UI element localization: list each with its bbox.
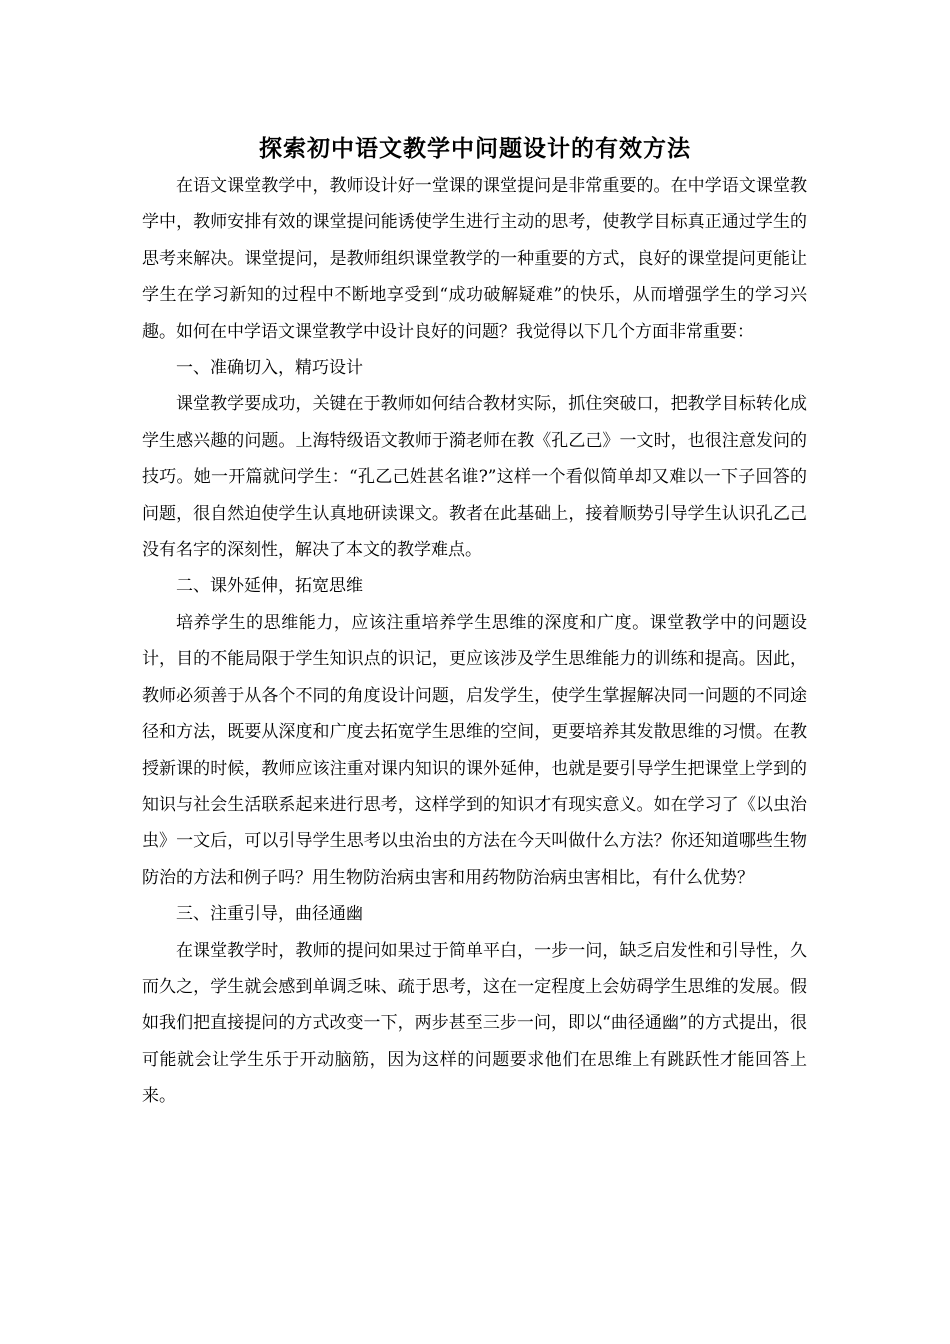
section-heading-1: 一、准确切入，精巧设计 xyxy=(176,358,363,379)
document-body xyxy=(142,168,807,1115)
section-paragraph-1: 课堂教学要成功，关键在于教师如何结合教材实际，抓住突破口，把教学目标转化成学生感兴趣的问题。上海特级语文教师于漪老师在教《孔乙己》一文时，也很注意发问的技巧。她一开篇就问学生：“孔乙己姓甚名谁?”这样一个看似简单却又难以一下子回答的问题，很自然迫使学生认真地研读课文。教者在此基础上，接着顺势引导学生认识孔乙己没有名字的深刻性，解决了本文的教学难点。 xyxy=(142,394,807,561)
section-heading-3: 三、注重引导，曲径通幽 xyxy=(176,904,363,925)
section-paragraph-3: 在课堂教学时，教师的提问如果过于简单平白，一步一问，缺乏启发性和引导性，久而久之，学生就会感到单调乏味、疏于思考，这在一定程度上会妨碍学生思维的发展。假如我们把直接提问的方式改变一下，两步甚至三步一问，即以“曲径通幽”的方式提出，很可能就会让学生乐于开动脑筋，因为这样的问题要求他们在思维上有跳跃性才能回答上来。 xyxy=(142,940,807,1107)
document-title: 探索初中语文教学中问题设计的有效方法 xyxy=(259,135,691,162)
section-heading-2: 二、课外延伸，拓宽思维 xyxy=(176,576,363,597)
intro-paragraph: 在语文课堂教学中，教师设计好一堂课的课堂提问是非常重要的。在中学语文课堂教学中，教师安排有效的课堂提问能诱使学生进行主动的思考，使教学目标真正通过学生的思考来解决。课堂提问，是教师组织课堂教学的一种重要的方式，良好的课堂提问更能让学生在学习新知的过程中不断地享受到“成功破解疑难”的快乐，从而增强学生的学习兴趣。如何在中学语文课堂教学中设计良好的问题？我觉得以下几个方面非常重要： xyxy=(142,176,807,342)
section-paragraph-2: 培养学生的思维能力，应该注重培养学生思维的深度和广度。课堂教学中的问题设计，目的不能局限于学生知识点的识记，更应该涉及学生思维能力的训练和提高。因此，教师必须善于从各个不同的角度设计问题，启发学生，使学生掌握解决同一问题的不同途径和方法，既要从深度和广度去拓宽学生思维的空间，更要培养其发散思维的习惯。在教授新课的时候，教师应该注重对课内知识的课外延伸，也就是要引导学生把课堂上学到的知识与社会生活联系起来进行思考，这样学到的知识才有现实意义。如在学习了《以虫治虫》一文后，可以引导学生思考以虫治虫的方法在今天叫做什么方法？你还知道哪些生物防治的方法和例子吗？用生物防治病虫害和用药物防治病虫害相比，有什么优势？ xyxy=(142,612,807,888)
